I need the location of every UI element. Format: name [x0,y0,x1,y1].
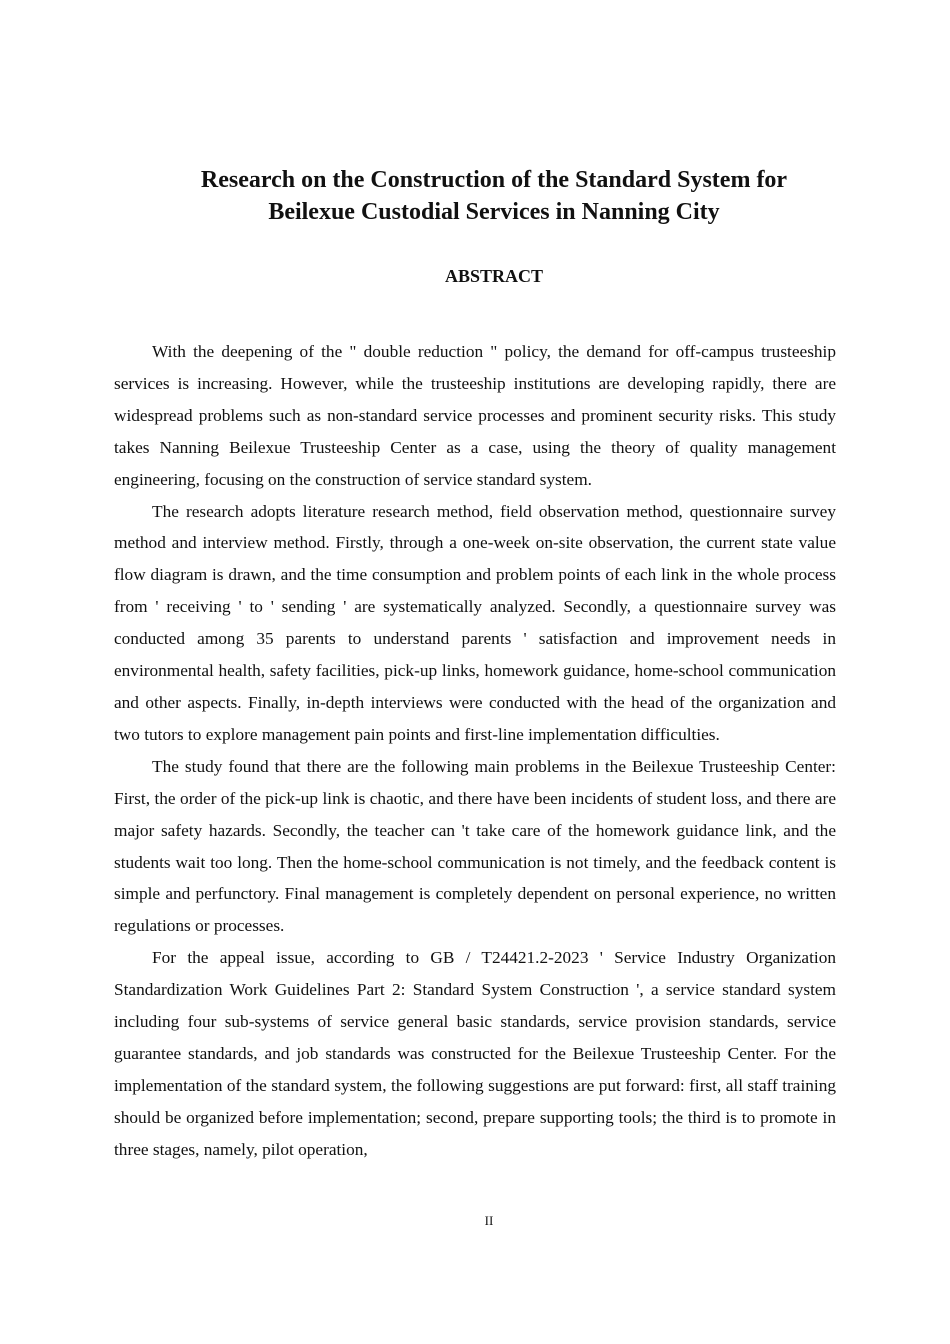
abstract-heading: ABSTRACT [444,266,544,286]
abstract-paragraph-2: The research adopts literature research method, field observation method, questionnaire survey method and interview method. Firstly, through a one-week on-site observation, the current state value flow diagram is drawn, and the time consumption and problem points of each link in the whole process from ' receiving ' to ' sending ' are systematically analyzed. Secondly, a questionnaire survey was conducted among 35 parents to understand parents ' satisfaction and improvement needs in environmental health, safety facilities, pick-up links, homework guidance, home-school communication and other aspects. Finally, in-depth interviews were conducted with the head of the organization and two tutors to explore management pain points and first-line implementation difficulties. [114,501,836,744]
title-line-1: Research on the Construction of the Standard System for [200,167,788,193]
abstract-body [114,336,836,1166]
abstract-paragraph-4: For the appeal issue, according to GB / T24421.2-2023 ' Service Industry Organization Standardization Work Guidelines Part 2: Standard System Construction ', a service standard system including four sub-systems of service general basic standards, service provision standards, service guarantee standards, and job standards was constructed for the Beilexue Trusteeship Center. For the implementation of the standard system, the following suggestions are put forward: first, all staff training should be organized before implementation; second, prepare supporting tools; the third is to promote in three stages, namely, pilot operation, [114,948,836,1159]
abstract-paragraph-1: With the deepening of the " double reduction " policy, the demand for off-campus trusteeship services is increasing. However, while the trusteeship institutions are developing rapidly, there are widespread problems such as non-standard service processes and prominent security risks. This study takes Nanning Beilexue Trusteeship Center as a case, using the theory of quality management engineering, focusing on the construction of service standard system. [114,342,836,489]
abstract-paragraph-3: The study found that there are the following main problems in the Beilexue Trusteeship Center: First, the order of the pick-up link is chaotic, and there have been incidents of student loss, and there are major safety hazards. Secondly, the teacher can 't take care of the homework guidance link, and the students wait too long. Then the home-school communication is not timely, and the feedback content is simple and perfunctory. Final management is completely dependent on personal experience, no written regulations or processes. [114,756,836,936]
document-title [100,164,888,228]
title-line-2: Beilexue Custodial Services in Nanning City [268,199,720,225]
page-number: II [484,1213,494,1228]
